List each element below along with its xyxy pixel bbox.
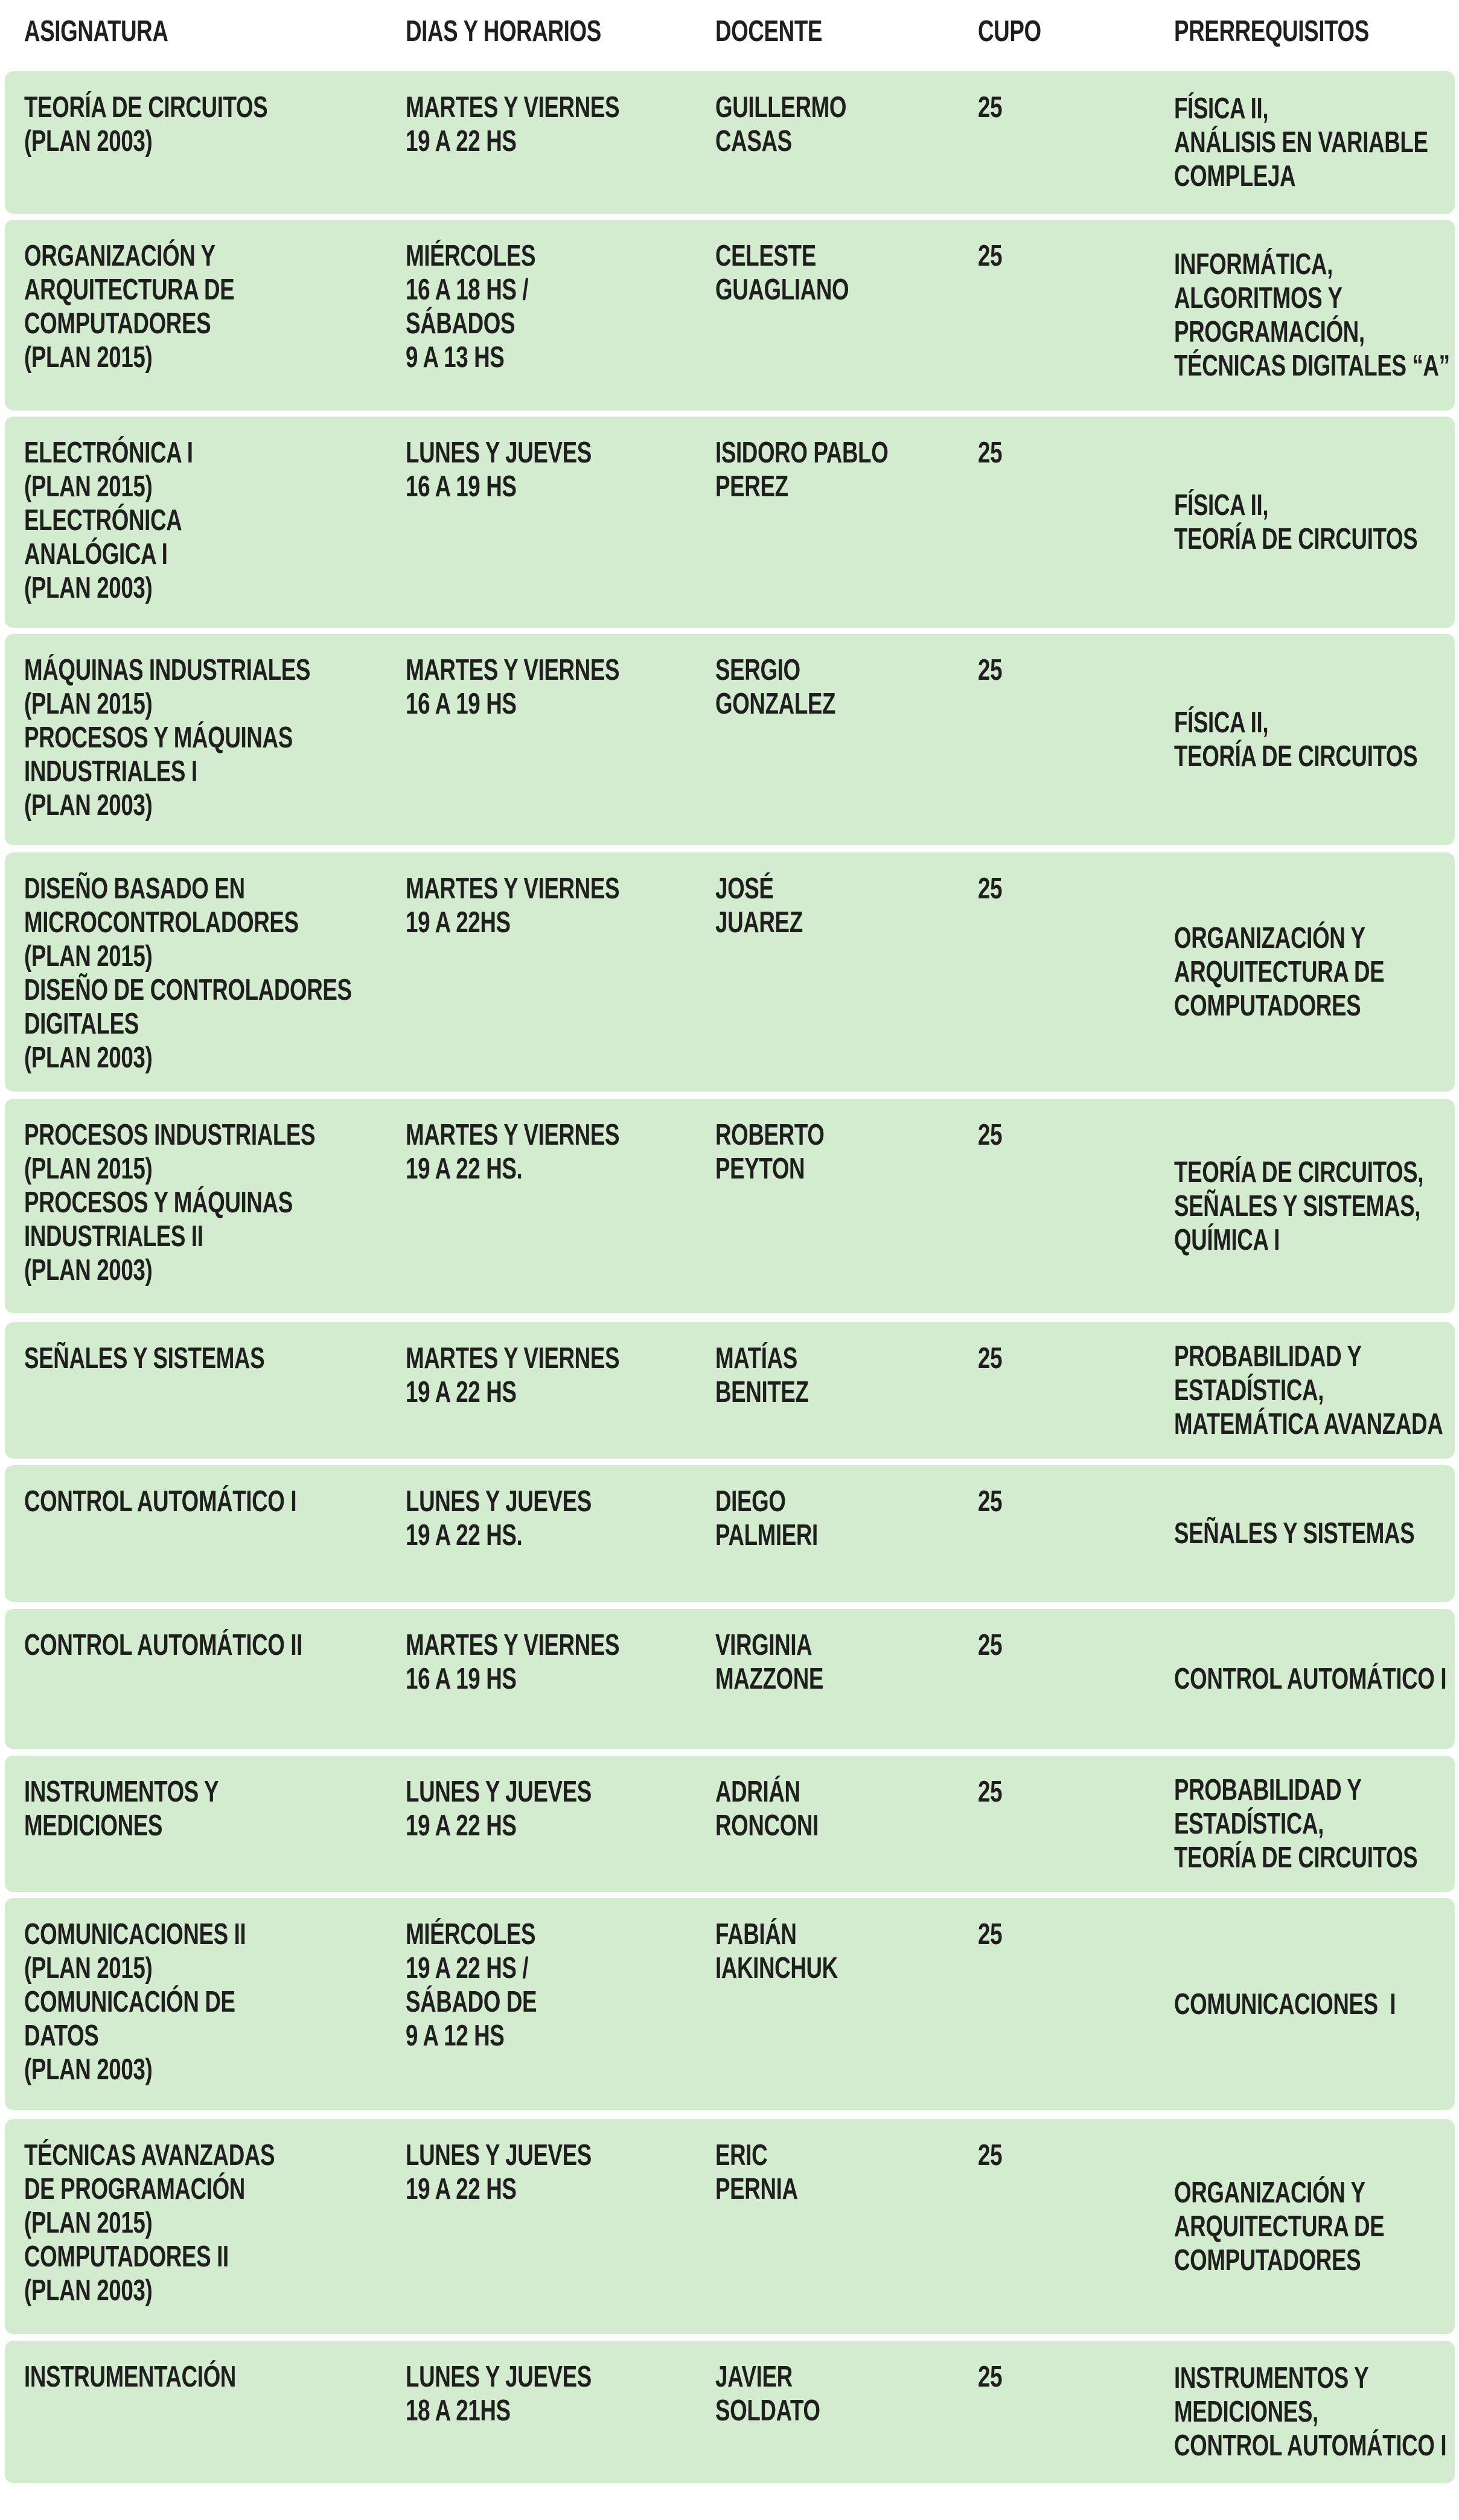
cell-cupo: [978, 1322, 1174, 1459]
cell-asignatura: [24, 2119, 406, 2334]
column-header-asignatura: [24, 14, 406, 49]
text-line: 16 A 18 HS /: [406, 273, 529, 306]
cell-dias-y-horarios: [406, 71, 715, 214]
text-line: ORGANIZACIÓN Y: [24, 240, 215, 272]
text-line: DISEÑO DE CONTROLADORES: [24, 974, 352, 1006]
cell-cupo: [978, 417, 1174, 628]
text-line: ORGANIZACIÓN Y: [1174, 2176, 1365, 2209]
cell-docente: [715, 2119, 978, 2334]
text-line: DIGITALES: [24, 1008, 139, 1040]
text-line: ESTADÍSTICA,: [1174, 1374, 1324, 1407]
cell-docente: [715, 1756, 978, 1892]
text-line: CONTROL AUTOMÁTICO I: [24, 1485, 297, 1518]
text-line: DIEGO: [715, 1485, 786, 1518]
cell-prerrequisitos: [1174, 1322, 1459, 1459]
text-line: (PLAN 2003): [24, 789, 153, 822]
table-row: [5, 71, 1455, 214]
cell-docente: [715, 220, 978, 411]
text-line: 25: [978, 1629, 1003, 1661]
text-line: JUAREZ: [715, 906, 803, 939]
text-line: 19 A 22 HS.: [406, 1519, 523, 1552]
cell-dias-y-horarios: [406, 634, 715, 845]
text-line: LUNES Y JUEVES: [406, 1776, 592, 1808]
text-line: BENITEZ: [715, 1376, 809, 1409]
cell-prerrequisitos: [1174, 220, 1459, 411]
text-line: LUNES Y JUEVES: [406, 1485, 592, 1518]
text-line: TEORÍA DE CIRCUITOS,: [1174, 1156, 1424, 1189]
text-line: (PLAN 2015): [24, 940, 153, 973]
text-line: SEÑALES Y SISTEMAS: [1174, 1517, 1415, 1550]
text-line: (PLAN 2003): [24, 1254, 153, 1287]
text-line: MARTES Y VIERNES: [406, 872, 620, 905]
cell-cupo: [978, 220, 1174, 411]
text-line: CONTROL AUTOMÁTICO II: [24, 1629, 303, 1661]
text-line: 25: [978, 91, 1003, 124]
cell-prerrequisitos: [1174, 417, 1459, 628]
text-line: 25: [978, 2361, 1003, 2393]
cell-cupo: [978, 634, 1174, 845]
text-line: RONCONI: [715, 1809, 819, 1842]
text-line: ANÁLISIS EN VARIABLE: [1174, 126, 1428, 159]
cell-dias-y-horarios: [406, 852, 715, 1092]
text-line: TEORÍA DE CIRCUITOS: [24, 91, 268, 124]
cell-docente: [715, 1322, 978, 1459]
table-row: [5, 634, 1455, 845]
text-line: PROCESOS Y MÁQUINAS: [24, 1186, 293, 1219]
text-line: ORGANIZACIÓN Y: [1174, 922, 1365, 955]
text-line: GUILLERMO: [715, 91, 847, 124]
column-header-label: ASIGNATURA: [24, 15, 168, 48]
cell-dias-y-horarios: [406, 1898, 715, 2110]
cell-cupo: [978, 2119, 1174, 2334]
text-line: COMUNICACIÓN DE: [24, 1986, 235, 2018]
text-line: CONTROL AUTOMÁTICO I: [1174, 1663, 1447, 1695]
text-line: INSTRUMENTOS Y: [1174, 2362, 1369, 2394]
text-line: PROCESOS INDUSTRIALES: [24, 1119, 316, 1151]
table-row: [5, 1099, 1455, 1313]
table-row: [5, 1465, 1455, 1602]
text-line: CONTROL AUTOMÁTICO I: [1174, 2429, 1447, 2462]
cell-prerrequisitos: [1174, 1099, 1459, 1313]
text-line: TÉCNICAS DIGITALES “A”: [1174, 350, 1450, 382]
text-line: ADRIÁN: [715, 1776, 800, 1808]
cell-prerrequisitos: [1174, 1898, 1459, 2110]
cell-docente: [715, 2341, 978, 2483]
text-line: QUÍMICA I: [1174, 1223, 1280, 1256]
text-line: CASAS: [715, 125, 792, 158]
cell-docente: [715, 1099, 978, 1313]
text-line: 25: [978, 240, 1003, 272]
text-line: (PLAN 2015): [24, 688, 153, 720]
cell-dias-y-horarios: [406, 2119, 715, 2334]
text-line: (PLAN 2015): [24, 1153, 153, 1185]
text-line: 25: [978, 2139, 1003, 2172]
column-header-cupo: [978, 14, 1174, 49]
text-line: 9 A 13 HS: [406, 341, 505, 374]
text-line: (PLAN 2015): [24, 341, 153, 374]
cell-docente: [715, 1465, 978, 1602]
column-header-label: DIAS Y HORARIOS: [406, 15, 601, 48]
text-line: ARQUITECTURA DE: [1174, 956, 1385, 988]
text-line: PROGRAMACIÓN,: [1174, 316, 1365, 348]
text-line: 25: [978, 872, 1003, 905]
course-schedule-table: [0, 14, 1459, 2483]
text-line: SEÑALES Y SISTEMAS,: [1174, 1189, 1421, 1223]
cell-prerrequisitos: [1174, 2119, 1455, 2334]
text-line: 25: [978, 654, 1003, 686]
text-line: PEREZ: [715, 470, 788, 503]
text-line: TEORÍA DE CIRCUITOS: [1174, 523, 1418, 555]
text-line: PERNIA: [715, 2173, 798, 2205]
text-line: MARTES Y VIERNES: [406, 1119, 620, 1151]
text-line: PALMIERI: [715, 1519, 818, 1552]
text-line: 19 A 22 HS: [406, 2173, 517, 2205]
cell-asignatura: [24, 71, 406, 214]
text-line: ARQUITECTURA DE: [1174, 2210, 1385, 2243]
text-line: TEORÍA DE CIRCUITOS: [1174, 740, 1418, 773]
cell-dias-y-horarios: [406, 2341, 715, 2483]
text-line: COMPUTADORES II: [24, 2240, 229, 2273]
text-line: INSTRUMENTACIÓN: [24, 2361, 236, 2393]
text-line: (PLAN 2003): [24, 572, 153, 604]
text-line: SOLDATO: [715, 2394, 820, 2427]
text-line: DE PROGRAMACIÓN: [24, 2173, 245, 2205]
text-line: LUNES Y JUEVES: [406, 437, 592, 469]
cell-asignatura: [24, 2341, 406, 2483]
text-line: FÍSICA II,: [1174, 489, 1269, 522]
text-line: MEDICIONES,: [1174, 2396, 1318, 2428]
text-line: 25: [978, 1918, 1003, 1951]
text-line: GONZALEZ: [715, 688, 836, 720]
text-line: (PLAN 2015): [24, 2207, 153, 2239]
cell-cupo: [978, 1609, 1174, 1749]
cell-prerrequisitos: [1174, 1465, 1459, 1602]
cell-asignatura: [24, 220, 406, 411]
cell-cupo: [978, 852, 1174, 1092]
text-line: LUNES Y JUEVES: [406, 2361, 592, 2393]
text-line: COMPUTADORES: [1174, 990, 1361, 1022]
table-row: [5, 852, 1455, 1092]
text-line: (PLAN 2015): [24, 470, 153, 503]
cell-cupo: [978, 71, 1174, 214]
cell-prerrequisitos: [1174, 2341, 1459, 2483]
cell-dias-y-horarios: [406, 1756, 715, 1892]
cell-asignatura: [24, 1609, 406, 1749]
table-header: [5, 14, 1455, 49]
cell-cupo: [978, 1099, 1174, 1313]
text-line: (PLAN 2015): [24, 1952, 153, 1984]
text-line: MIÉRCOLES: [406, 1918, 536, 1951]
column-header-label: CUPO: [978, 15, 1041, 48]
column-header-label: DOCENTE: [715, 15, 823, 48]
text-line: IAKINCHUK: [715, 1952, 838, 1984]
cell-docente: [715, 1898, 978, 2110]
table-row: [5, 2341, 1455, 2483]
text-line: COMPLEJA: [1174, 160, 1296, 193]
text-line: PEYTON: [715, 1153, 805, 1185]
text-line: MARTES Y VIERNES: [406, 91, 620, 124]
text-line: INSTRUMENTOS Y: [24, 1776, 219, 1808]
text-line: 25: [978, 1119, 1003, 1151]
cell-prerrequisitos: [1174, 71, 1459, 214]
cell-cupo: [978, 1465, 1174, 1602]
text-line: COMPUTADORES: [1174, 2244, 1361, 2277]
cell-prerrequisitos: [1174, 1756, 1459, 1892]
text-line: 16 A 19 HS: [406, 1663, 517, 1695]
text-line: COMPUTADORES: [24, 307, 211, 340]
text-line: SERGIO: [715, 654, 800, 686]
cell-asignatura: [24, 1756, 406, 1892]
text-line: COMUNICACIONES II: [24, 1918, 246, 1951]
text-line: MARTES Y VIERNES: [406, 1629, 620, 1661]
text-line: 25: [978, 1485, 1003, 1518]
text-line: MATÍAS: [715, 1342, 797, 1375]
text-line: PROCESOS Y MÁQUINAS: [24, 721, 293, 754]
cell-asignatura: [24, 1322, 406, 1459]
text-line: MARTES Y VIERNES: [406, 1342, 620, 1375]
text-line: SEÑALES Y SISTEMAS: [24, 1342, 265, 1375]
cell-docente: [715, 852, 978, 1092]
text-line: INFORMÁTICA,: [1174, 248, 1333, 281]
cell-asignatura: [24, 852, 406, 1092]
text-line: LUNES Y JUEVES: [406, 2139, 592, 2172]
cell-cupo: [978, 1898, 1174, 2110]
text-line: (PLAN 2003): [24, 1041, 153, 1074]
text-line: ELECTRÓNICA: [24, 504, 182, 537]
text-line: FÍSICA II,: [1174, 92, 1269, 125]
cell-prerrequisitos: [1174, 852, 1455, 1092]
table-row: [5, 417, 1455, 628]
text-line: SÁBADOS: [406, 307, 516, 340]
column-header-prerrequisitos: [1174, 14, 1455, 49]
cell-dias-y-horarios: [406, 417, 715, 628]
cell-dias-y-horarios: [406, 1322, 715, 1459]
text-line: ESTADÍSTICA,: [1174, 1808, 1324, 1840]
cell-docente: [715, 1609, 978, 1749]
text-line: MATEMÁTICA AVANZADA: [1174, 1408, 1443, 1441]
cell-dias-y-horarios: [406, 1465, 715, 1602]
text-line: 25: [978, 437, 1003, 469]
text-line: 25: [978, 1342, 1003, 1375]
text-line: CELESTE: [715, 240, 816, 272]
text-line: 16 A 19 HS: [406, 470, 517, 503]
text-line: 19 A 22 HS.: [406, 1153, 523, 1185]
text-line: 19 A 22 HS: [406, 1809, 517, 1842]
cell-cupo: [978, 1756, 1174, 1892]
text-line: 16 A 19 HS: [406, 688, 517, 720]
table-row: [5, 220, 1455, 411]
text-line: ISIDORO PABLO: [715, 437, 889, 469]
text-line: SÁBADO DE: [406, 1986, 537, 2018]
text-line: MIÉRCOLES: [406, 240, 536, 272]
cell-asignatura: [24, 1465, 406, 1602]
cell-dias-y-horarios: [406, 1099, 715, 1313]
cell-asignatura: [24, 1099, 406, 1313]
text-line: INDUSTRIALES II: [24, 1220, 203, 1253]
table-row: [5, 1898, 1455, 2110]
text-line: ANALÓGICA I: [24, 538, 168, 571]
column-header-label: PRERREQUISITOS: [1174, 15, 1369, 48]
text-line: FÍSICA II,: [1174, 706, 1269, 739]
text-line: PROBABILIDAD Y: [1174, 1340, 1362, 1373]
table-body: [0, 71, 1459, 2483]
text-line: ROBERTO: [715, 1119, 825, 1151]
text-line: VIRGINIA: [715, 1629, 813, 1661]
text-line: ERIC: [715, 2139, 768, 2172]
text-line: (PLAN 2003): [24, 2053, 153, 2086]
text-line: 18 A 21HS: [406, 2394, 511, 2427]
text-line: JAVIER: [715, 2361, 793, 2393]
cell-prerrequisitos: [1174, 634, 1459, 845]
column-header-dias-y-horarios: [406, 14, 715, 49]
text-line: ELECTRÓNICA I: [24, 437, 193, 469]
text-line: COMUNICACIONES I: [1174, 1988, 1396, 2021]
cell-asignatura: [24, 1898, 406, 2110]
text-line: 25: [978, 1776, 1003, 1808]
text-line: MÁQUINAS INDUSTRIALES: [24, 654, 310, 686]
table-row: [5, 2119, 1455, 2334]
text-line: (PLAN 2003): [24, 125, 153, 158]
text-line: INDUSTRIALES I: [24, 755, 197, 788]
text-line: MEDICIONES: [24, 1809, 163, 1842]
text-line: TÉCNICAS AVANZADAS: [24, 2139, 275, 2172]
text-line: DATOS: [24, 2020, 99, 2052]
cell-docente: [715, 634, 978, 845]
text-line: 19 A 22HS: [406, 906, 511, 939]
column-header-docente: [715, 14, 978, 49]
text-line: 9 A 12 HS: [406, 2020, 505, 2052]
cell-asignatura: [24, 634, 406, 845]
text-line: DISEÑO BASADO EN: [24, 872, 245, 905]
cell-dias-y-horarios: [406, 220, 715, 411]
text-line: MAZZONE: [715, 1663, 824, 1695]
cell-docente: [715, 417, 978, 628]
text-line: JOSÉ: [715, 872, 774, 905]
table-row: [5, 1322, 1455, 1459]
table-row: [5, 1609, 1455, 1749]
text-line: GUAGLIANO: [715, 273, 849, 306]
cell-dias-y-horarios: [406, 1609, 715, 1749]
text-line: 19 A 22 HS: [406, 125, 517, 158]
cell-asignatura: [24, 417, 406, 628]
cell-cupo: [978, 2341, 1174, 2483]
text-line: MICROCONTROLADORES: [24, 906, 299, 939]
text-line: ALGORITMOS Y: [1174, 282, 1342, 315]
text-line: TEORÍA DE CIRCUITOS: [1174, 1841, 1418, 1874]
cell-prerrequisitos: [1174, 1609, 1459, 1749]
cell-docente: [715, 71, 978, 214]
text-line: MARTES Y VIERNES: [406, 654, 620, 686]
text-line: ARQUITECTURA DE: [24, 273, 235, 306]
text-line: PROBABILIDAD Y: [1174, 1774, 1362, 1806]
table-row: [5, 1756, 1455, 1892]
text-line: 19 A 22 HS /: [406, 1952, 529, 1984]
text-line: 19 A 22 HS: [406, 1376, 517, 1409]
text-line: (PLAN 2003): [24, 2274, 153, 2307]
text-line: FABIÁN: [715, 1918, 797, 1951]
